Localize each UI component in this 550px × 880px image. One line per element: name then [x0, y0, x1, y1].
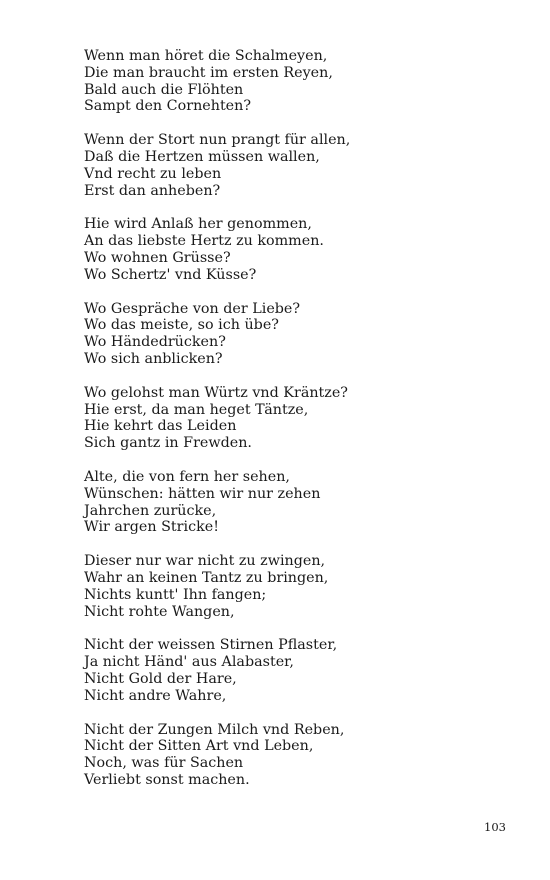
stanza-4 — [84, 301, 524, 368]
poem-line: Wo wohnen Grüsse? — [84, 249, 231, 266]
poem-line: Wo Gespräche von der Liebe? — [84, 300, 301, 317]
page-number: 103 — [484, 820, 506, 834]
poem-line: Hie erst, da man heget Täntze, — [84, 401, 309, 418]
poem-line: Nicht rohte Wangen, — [84, 603, 235, 620]
poem-line: Alte, die von fern her sehen, — [84, 468, 290, 485]
poem-line: Nichts kuntt' Ihn fangen; — [84, 586, 267, 603]
poem-line: Dieser nur war nicht zu zwingen, — [84, 553, 326, 570]
poem-line: Hie kehrt das Leiden — [84, 418, 237, 435]
stanza-3 — [84, 216, 524, 283]
poem-line: Wo Schertz' vnd Küsse? — [84, 266, 257, 283]
poem-line: Erst dan anheben? — [84, 182, 221, 199]
stanza-6 — [84, 469, 524, 536]
stanza-1 — [84, 48, 524, 115]
poem-line: Bald auch die Flöhten — [84, 81, 244, 98]
poem-line: Noch, was für Sachen — [84, 755, 244, 772]
poem-line: Wenn der Stort nun prangt für allen, — [84, 132, 351, 149]
stanza-5 — [84, 385, 524, 452]
poem-line: Wahr an keinen Tantz zu bringen, — [84, 569, 329, 586]
poem-line: Nicht der Zungen Milch vnd Reben, — [84, 721, 345, 738]
poem-line: Daß die Hertzen müssen wallen, — [84, 148, 320, 165]
poem-line: Ja nicht Händ' aus Alabaster, — [84, 654, 294, 671]
stanza-8 — [84, 637, 524, 704]
poem-body — [84, 48, 524, 806]
poem-line: Wir argen Stricke! — [84, 519, 219, 536]
poem-line: Wenn man höret die Schalmeyen, — [84, 48, 328, 64]
poem-line: Wo Händedrücken? — [84, 334, 226, 351]
stanza-9 — [84, 722, 524, 789]
stanza-2 — [84, 132, 524, 199]
poem-line: Jahrchen zurücke, — [84, 502, 217, 519]
poem-line: Nicht der weissen Stirnen Pflaster, — [84, 637, 338, 654]
poem-line: Sich gantz in Frewden. — [84, 435, 252, 452]
poem-line: Nicht andre Wahre, — [84, 687, 227, 704]
poem-line: Die man braucht im ersten Reyen, — [84, 64, 333, 81]
poem-line: Wo gelohst man Würtz vnd Kräntze? — [84, 384, 348, 401]
poem-line: Verliebt sonst machen. — [84, 771, 250, 788]
poem-line: Sampt den Cornehten? — [84, 98, 252, 115]
poem-line: Vnd recht zu leben — [84, 165, 222, 182]
poem-line: Wünschen: hätten wir nur zehen — [84, 485, 321, 502]
poem-line: Hie wird Anlaß her genommen, — [84, 216, 312, 233]
poem-line: Wo das meiste, so ich übe? — [84, 317, 279, 334]
stanza-7 — [84, 553, 524, 620]
poem-line: Nicht Gold der Hare, — [84, 670, 237, 687]
poem-line: An das liebste Hertz zu kommen. — [84, 233, 324, 250]
poem-line: Nicht der Sitten Art vnd Leben, — [84, 738, 314, 755]
poem-line: Wo sich anblicken? — [84, 350, 223, 367]
